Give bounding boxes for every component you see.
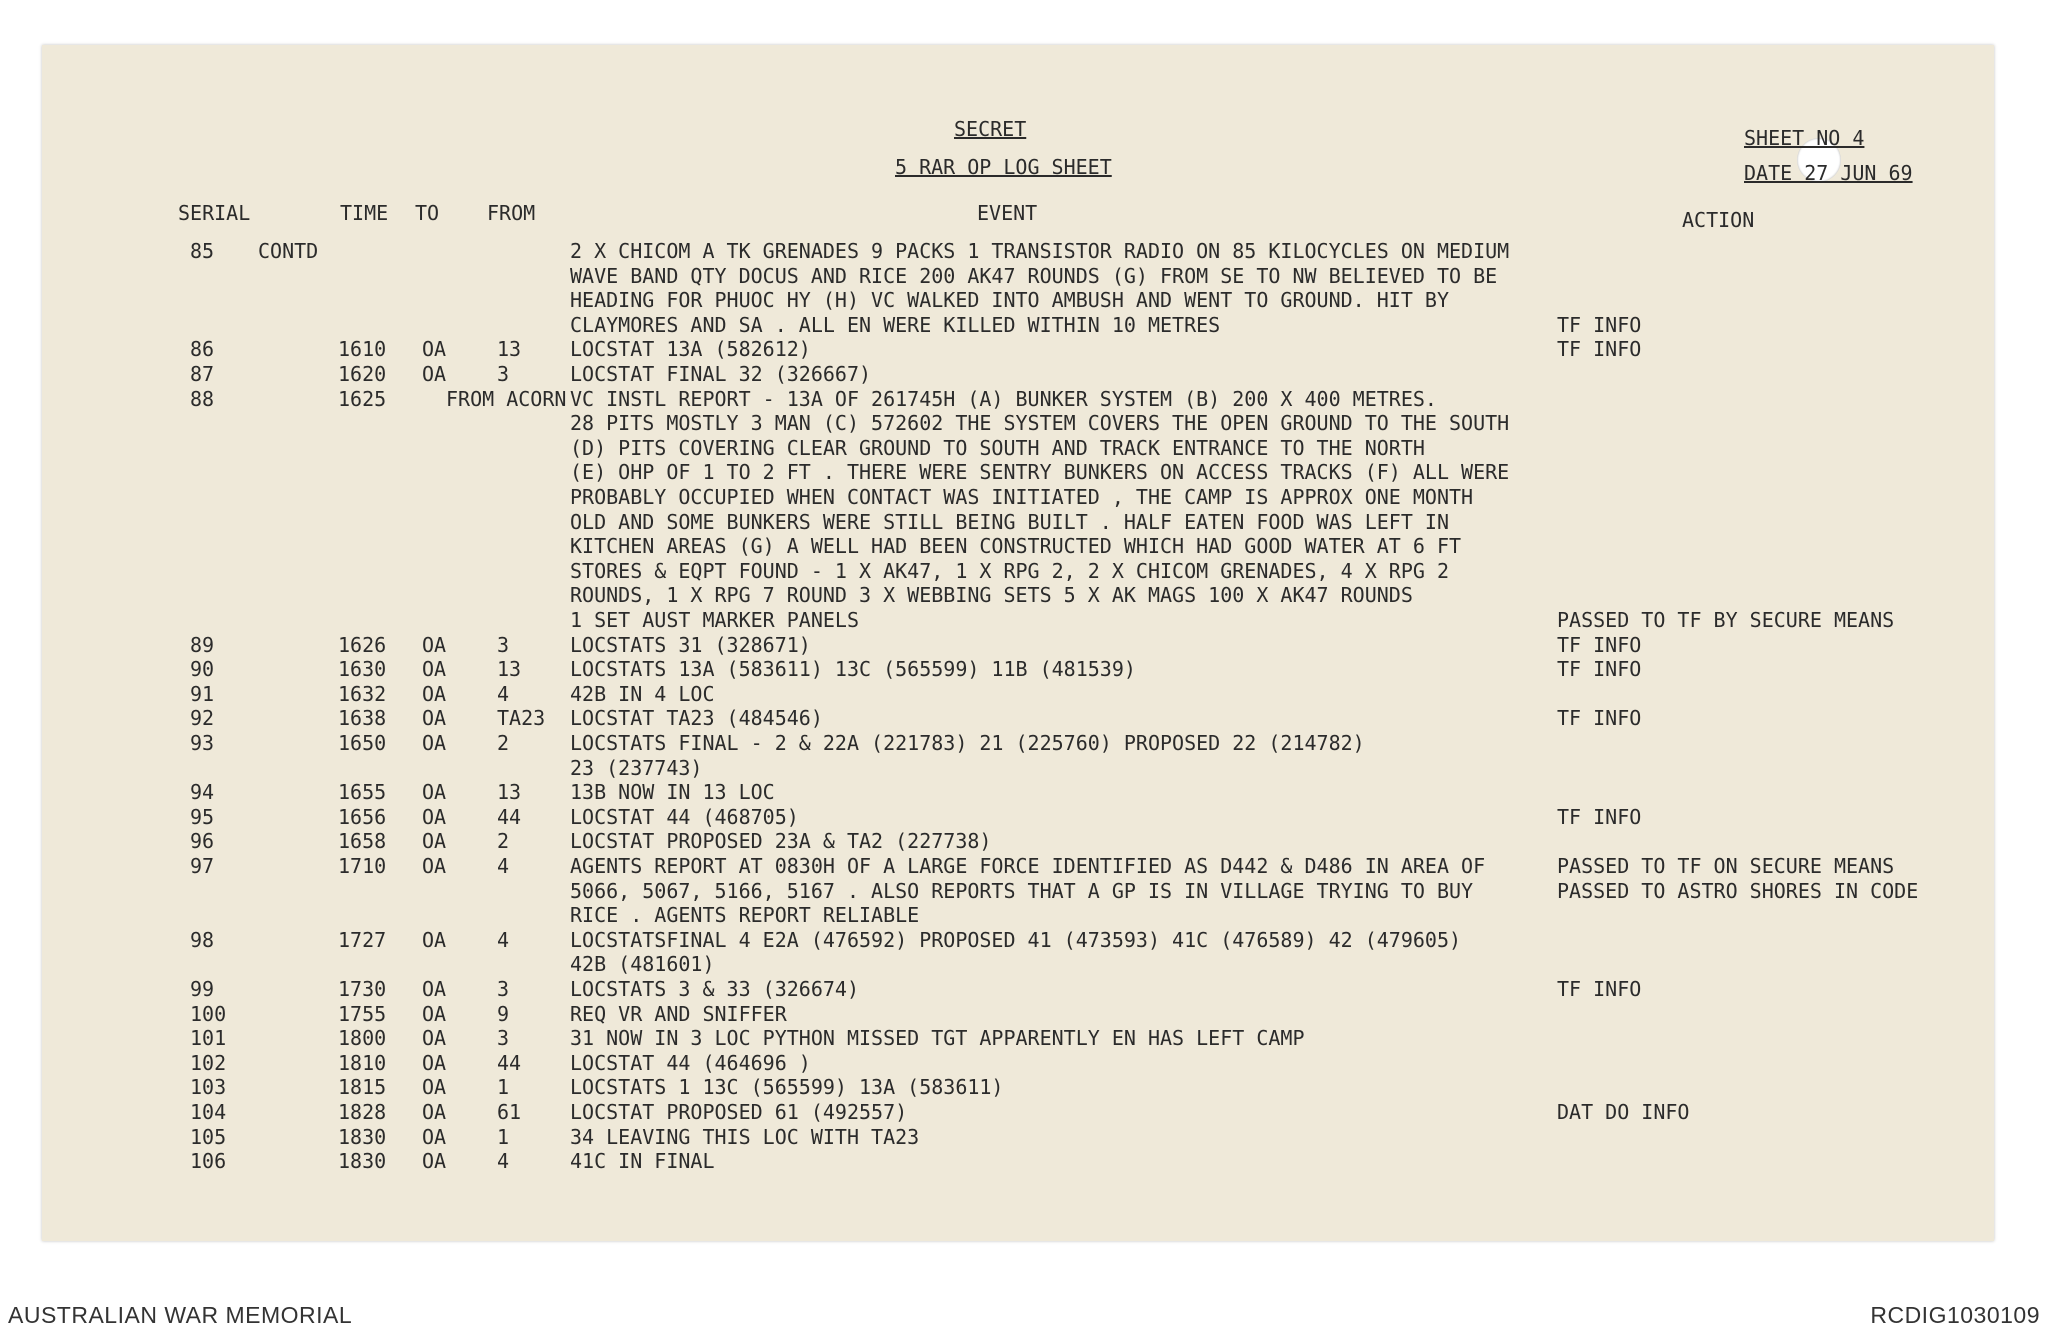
entry-event-line: 42B IN 4 LOC xyxy=(570,681,715,706)
entry-time: 1620 xyxy=(338,362,387,386)
entry-event-line: HEADING FOR PHUOC HY (H) VC WALKED INTO AMBUSH AND WENT TO GROUND. HIT BY xyxy=(570,288,1449,313)
entry-from: TA23 xyxy=(497,706,546,731)
entry-serial: 102 xyxy=(190,1050,227,1075)
entry-to: OA xyxy=(422,927,447,952)
entry-serial: 87 xyxy=(190,362,215,386)
entry-serial: 90 xyxy=(190,657,215,682)
entry-action: TF INFO xyxy=(1557,804,1642,829)
entry-event-line: 1 SET AUST MARKER PANELS xyxy=(570,608,859,632)
entry-event-line: LOCSTATS 3 & 33 (326674) xyxy=(570,977,859,1001)
entry-event-line: LOCSTAT 44 (468705) xyxy=(570,804,799,829)
entry-from: 4 xyxy=(497,927,510,952)
entry-event-line: 41C IN FINAL xyxy=(570,1149,715,1174)
entry-event-line: LOCSTATS 31 (328671) xyxy=(570,632,811,657)
entry-serial: 94 xyxy=(190,780,215,805)
entry-serial: 88 xyxy=(190,386,215,411)
entry-from: 44 xyxy=(497,1050,522,1075)
entry-serial: 92 xyxy=(190,706,215,731)
entry-event-line: LOCSTATSFINAL 4 E2A (476592) PROPOSED 41 (473593) 41C (476589) 42 (479605) xyxy=(570,927,1462,952)
entry-from: 3 xyxy=(497,977,510,1001)
entry-from: 3 xyxy=(497,1026,510,1051)
entry-to: OA xyxy=(422,1100,447,1124)
column-header-event: EVENT xyxy=(977,201,1038,225)
entry-to: OA xyxy=(422,804,447,829)
entry-from: 4 xyxy=(497,854,510,878)
entry-event-line: (E) OHP OF 1 TO 2 FT . THERE WERE SENTRY BUNKERS ON ACCESS TRACKS (F) ALL WERE xyxy=(570,460,1510,485)
entry-time: 1656 xyxy=(338,804,387,829)
entry-event-line: 42B (481601) xyxy=(570,952,715,977)
entry-event-line: LOCSTATS FINAL - 2 & 22A (221783) 21 (225760) PROPOSED 22 (214782) xyxy=(570,731,1365,755)
entry-event-line: LOCSTAT PROPOSED 23A & TA2 (227738) xyxy=(570,829,992,854)
entry-time: 1638 xyxy=(338,706,387,731)
entry-time: 1625 xyxy=(338,386,387,411)
entry-event-line: VC INSTL REPORT - 13A OF 261745H (A) BUNKER SYSTEM (B) 200 X 400 METRES. xyxy=(570,386,1437,411)
entry-serial: 100 xyxy=(190,1001,227,1026)
entry-time: 1800 xyxy=(338,1026,387,1051)
entry-event-line: (D) PITS COVERING CLEAR GROUND TO SOUTH AND TRACK ENTRANCE TO THE NORTH xyxy=(570,435,1425,460)
entry-serial: 101 xyxy=(190,1026,227,1051)
entry-event-line: REQ VR AND SNIFFER xyxy=(570,1001,787,1026)
entry-to: OA xyxy=(422,1149,447,1174)
entry-event-line: 2 X CHICOM A TK GRENADES 9 PACKS 1 TRANSISTOR RADIO ON 85 KILOCYCLES ON MEDIUM xyxy=(570,239,1510,263)
entry-event-line: STORES & EQPT FOUND - 1 X AK47, 1 X RPG 2, 2 X CHICOM GRENADES, 4 X RPG 2 xyxy=(570,558,1449,583)
entry-action: TF INFO xyxy=(1557,977,1642,1001)
entry-event-line: LOCSTAT FINAL 32 (326667) xyxy=(570,362,872,386)
entry-from: 13 xyxy=(497,657,522,682)
column-header-time: TIME xyxy=(340,201,389,225)
entry-from: 3 xyxy=(497,362,510,386)
entry-time: 1650 xyxy=(338,731,387,755)
entry-time: 1830 xyxy=(338,1149,387,1174)
entry-time: 1626 xyxy=(338,632,387,657)
entry-time: 1727 xyxy=(338,927,387,952)
entry-serial: 97 xyxy=(190,854,215,878)
entry-to: OA xyxy=(422,977,447,1001)
entry-to: OA xyxy=(422,681,447,706)
entry-from: 13 xyxy=(497,780,522,805)
entry-to: OA xyxy=(422,1124,447,1149)
entry-from: 44 xyxy=(497,804,522,829)
entry-event-line: WAVE BAND QTY DOCUS AND RICE 200 AK47 ROUNDS (G) FROM SE TO NW BELIEVED TO BE xyxy=(570,263,1498,288)
entry-to: OA xyxy=(422,1001,447,1026)
classification-marking: SECRET xyxy=(954,117,1027,141)
entry-time: 1658 xyxy=(338,829,387,854)
entry-action: TF INFO xyxy=(1557,657,1642,682)
entry-event-line: 31 NOW IN 3 LOC PYTHON MISSED TGT APPARENTLY EN HAS LEFT CAMP xyxy=(570,1026,1305,1051)
entry-serial: 95 xyxy=(190,804,215,829)
entry-from: 4 xyxy=(497,1149,510,1174)
entry-from: 4 xyxy=(497,681,510,706)
entry-event-line: LOCSTATS 13A (583611) 13C (565599) 11B (481539) xyxy=(570,657,1136,682)
entry-to: OA xyxy=(422,1026,447,1051)
entry-to: OA xyxy=(422,706,447,731)
entry-serial: 106 xyxy=(190,1149,227,1174)
entry-time: 1730 xyxy=(338,977,387,1001)
entry-serial: 89 xyxy=(190,632,215,657)
entry-action: TF INFO xyxy=(1557,706,1642,731)
entry-time: 1815 xyxy=(338,1075,387,1100)
entry-event-line: OLD AND SOME BUNKERS WERE STILL BEING BUILT . HALF EATEN FOOD WAS LEFT IN xyxy=(570,509,1449,534)
entry-to: OA xyxy=(422,731,447,755)
entry-to: OA xyxy=(422,362,447,386)
footer-item-id: RCDIG1030109 xyxy=(1870,1302,2040,1328)
entry-event-line: LOCSTAT 13A (582612) xyxy=(570,337,811,362)
entry-serial: 96 xyxy=(190,829,215,854)
entry-event-line: LOCSTAT TA23 (484546) xyxy=(570,706,823,731)
entry-event-line: 28 PITS MOSTLY 3 MAN (C) 572602 THE SYSTEM COVERS THE OPEN GROUND TO THE SOUTH xyxy=(570,411,1510,436)
entry-event-line: 34 LEAVING THIS LOC WITH TA23 xyxy=(570,1124,920,1149)
entry-action: TF INFO xyxy=(1557,312,1642,337)
entry-from: 2 xyxy=(497,829,510,854)
entry-from: 1 xyxy=(497,1075,510,1100)
entry-event-line: KITCHEN AREAS (G) A WELL HAD BEEN CONSTRUCTED WHICH HAD GOOD WATER AT 6 FT xyxy=(570,534,1462,559)
entry-event-line: PROBABLY OCCUPIED WHEN CONTACT WAS INITIATED , THE CAMP IS APPROX ONE MONTH xyxy=(570,485,1474,509)
log-sheet-page xyxy=(42,45,1994,1241)
entry-action: TF INFO xyxy=(1557,337,1642,362)
entry-from: 61 xyxy=(497,1100,522,1124)
entry-time: 1830 xyxy=(338,1124,387,1149)
entry-serial: 91 xyxy=(190,681,215,706)
entry-serial: 86 xyxy=(190,337,215,362)
column-header-from: FROM xyxy=(487,201,536,225)
entry-serial: 93 xyxy=(190,731,215,755)
entry-time: 1610 xyxy=(338,337,387,362)
entry-from: FROM ACORN xyxy=(446,386,567,411)
entry-time: 1710 xyxy=(338,854,387,878)
entry-action: PASSED TO ASTRO SHORES IN CODE xyxy=(1557,878,1919,903)
footer-archive-name: AUSTRALIAN WAR MEMORIAL xyxy=(8,1302,353,1328)
entry-event-line: LOCSTATS 1 13C (565599) 13A (583611) xyxy=(570,1075,1004,1100)
entry-to: OA xyxy=(422,1050,447,1075)
entry-event-line: 23 (237743) xyxy=(570,755,703,780)
entry-action: PASSED TO TF BY SECURE MEANS xyxy=(1557,608,1895,632)
entry-event-line: LOCSTAT 44 (464696 ) xyxy=(570,1050,811,1075)
entry-serial: 105 xyxy=(190,1124,227,1149)
entry-time: 1655 xyxy=(338,780,387,805)
entry-serial: 99 xyxy=(190,977,215,1001)
sheet-title: 5 RAR OP LOG SHEET xyxy=(895,155,1112,179)
entry-time: 1630 xyxy=(338,657,387,682)
column-header-to: TO xyxy=(415,201,440,225)
entry-time: 1828 xyxy=(338,1100,387,1124)
entry-time: 1755 xyxy=(338,1001,387,1026)
sheet-date: DATE 27 JUN 69 xyxy=(1744,161,1913,185)
entry-action: PASSED TO TF ON SECURE MEANS xyxy=(1557,854,1895,878)
entry-action: TF INFO xyxy=(1557,632,1642,657)
entry-serial: 98 xyxy=(190,927,215,952)
entry-event-line: 5066, 5067, 5166, 5167 . ALSO REPORTS THAT A GP IS IN VILLAGE TRYING TO BUY xyxy=(570,878,1474,903)
entry-to: OA xyxy=(422,632,447,657)
entry-to: OA xyxy=(422,657,447,682)
entry-serial: 85 xyxy=(190,239,215,263)
entry-action: DAT DO INFO xyxy=(1557,1100,1690,1124)
entry-event-line: 13B NOW IN 13 LOC xyxy=(570,780,775,805)
entry-time: 1632 xyxy=(338,681,387,706)
entry-event-line: RICE . AGENTS REPORT RELIABLE xyxy=(570,903,920,928)
entry-from: 9 xyxy=(497,1001,510,1026)
entry-event-line: CLAYMORES AND SA . ALL EN WERE KILLED WITHIN 10 METRES xyxy=(570,312,1221,337)
entry-from: 3 xyxy=(497,632,510,657)
entry-from: 2 xyxy=(497,731,510,755)
entry-serial: 103 xyxy=(190,1075,227,1100)
entry-to: OA xyxy=(422,337,447,362)
column-header-serial: SERIAL xyxy=(178,201,251,225)
entry-from: 13 xyxy=(497,337,522,362)
entry-to: OA xyxy=(422,1075,447,1100)
entry-to: OA xyxy=(422,854,447,878)
entry-note: CONTD xyxy=(258,239,319,263)
entry-to: OA xyxy=(422,780,447,805)
entry-serial: 104 xyxy=(190,1100,227,1124)
entry-to: OA xyxy=(422,829,447,854)
column-header-action: ACTION xyxy=(1682,208,1755,232)
entry-time: 1810 xyxy=(338,1050,387,1075)
entry-event-line: AGENTS REPORT AT 0830H OF A LARGE FORCE IDENTIFIED AS D442 & D486 IN AREA OF xyxy=(570,854,1486,878)
entry-event-line: LOCSTAT PROPOSED 61 (492557) xyxy=(570,1100,908,1124)
entry-from: 1 xyxy=(497,1124,510,1149)
sheet-number: SHEET NO 4 xyxy=(1744,126,1865,150)
entry-event-line: ROUNDS, 1 X RPG 7 ROUND 3 X WEBBING SETS 5 X AK MAGS 100 X AK47 ROUNDS xyxy=(570,583,1413,608)
